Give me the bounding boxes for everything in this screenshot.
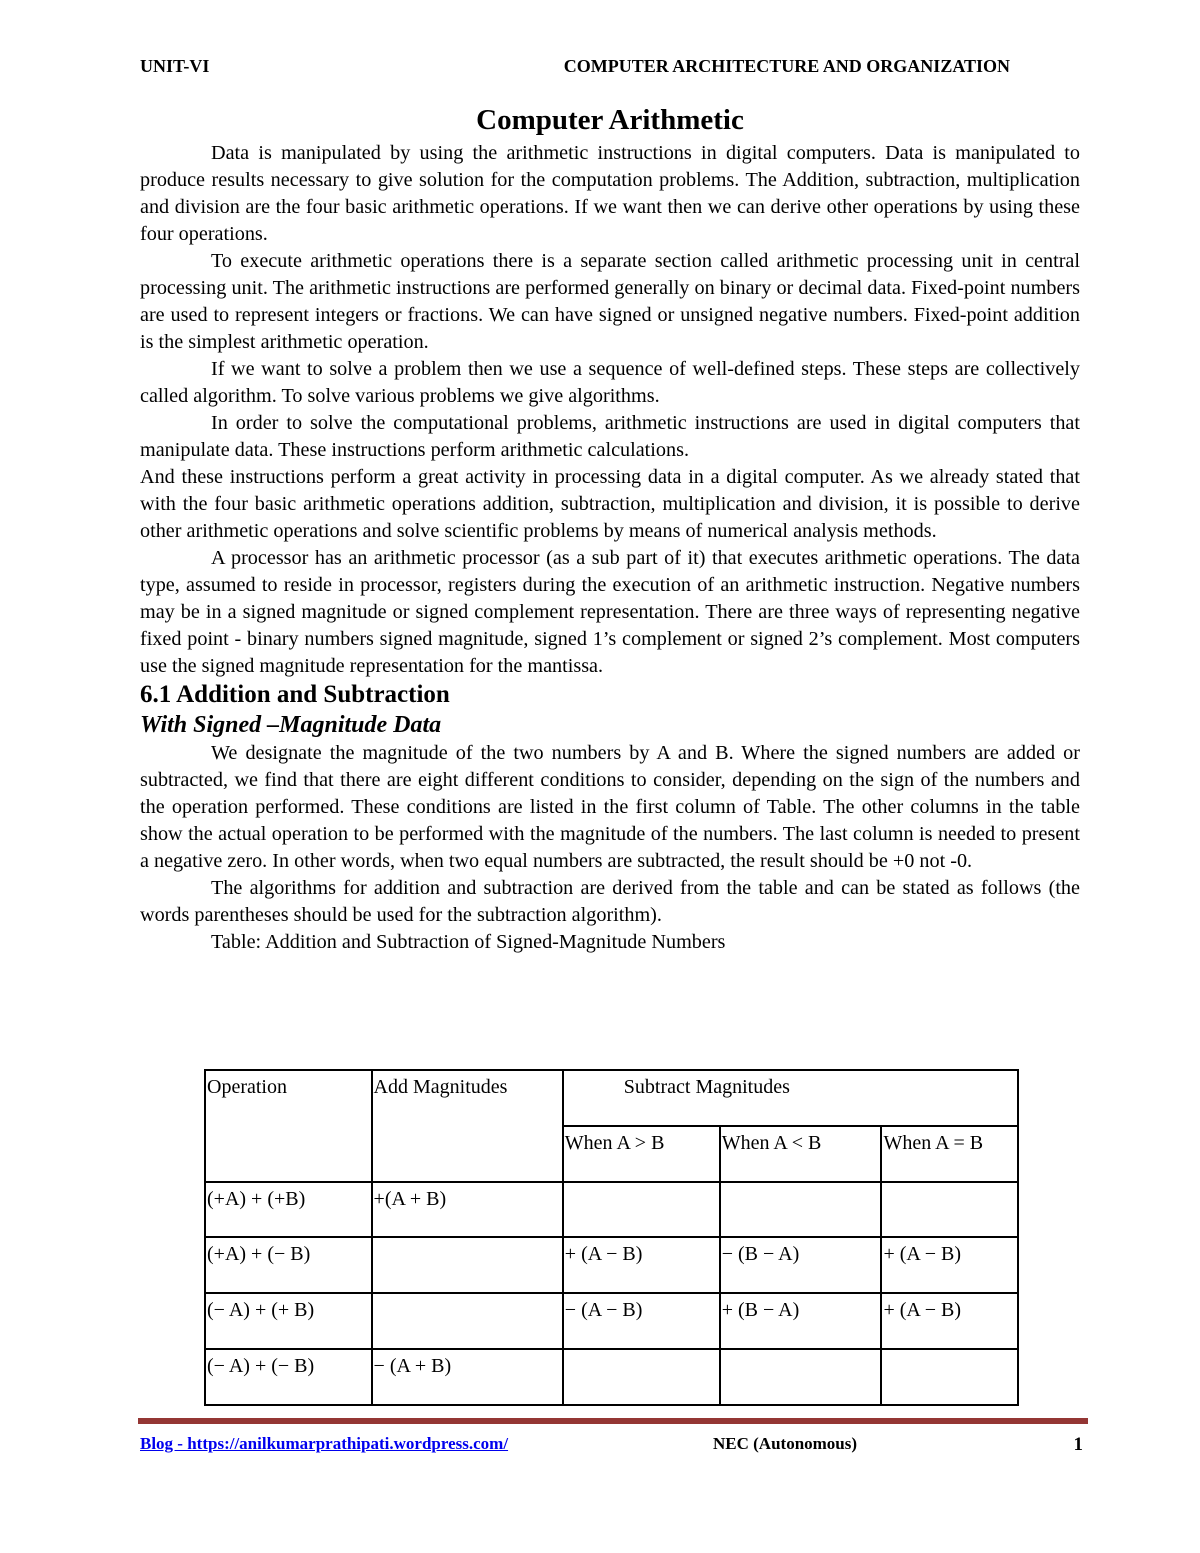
table-header-row — [205, 1070, 1018, 1126]
cell-a-gt-b: + (A − B) — [563, 1237, 720, 1293]
cell-a-lt-b: − (B − A) — [720, 1237, 882, 1293]
table-row — [205, 1349, 1018, 1405]
paragraph: Data is manipulated by using the arithmetic instructions in digital computers. Data is manipulated to produce results necessary to give solution for the computation problems. The Addition, subtraction, multiplication and division are the four basic arithmetic operations. If we want then we can derive other operations by using these four operations. — [140, 142, 1080, 245]
paragraph: And these instructions perform a great activity in processing data in a digital computer. As we already stated that with the four basic arithmetic operations addition, subtraction, multiplication and division, it is possible to derive other arithmetic operations and solve scientific problems by means of numerical analysis methods. — [140, 466, 1080, 542]
cell-operation: (− A) + (− B) — [205, 1349, 372, 1405]
cell-add — [372, 1293, 563, 1349]
cell-a-eq-b: + (A − B) — [881, 1237, 1018, 1293]
section-subheading: With Signed –Magnitude Data — [140, 712, 442, 738]
header-course: COMPUTER ARCHITECTURE AND ORGANIZATION — [563, 56, 1010, 76]
cell-operation: (+A) + (− B) — [205, 1237, 372, 1293]
cell-a-eq-b: + (A − B) — [881, 1293, 1018, 1349]
header-unit: UNIT-VI — [140, 56, 210, 76]
section-heading: 6.1 Addition and Subtraction — [140, 681, 450, 708]
cell-add — [372, 1237, 563, 1293]
cell-operation: (− A) + (+ B) — [205, 1293, 372, 1349]
header-a-eq-b: When A = B — [881, 1126, 1018, 1182]
cell-a-lt-b — [720, 1349, 882, 1405]
cell-a-lt-b — [720, 1182, 882, 1238]
header-subtract-magnitudes: Subtract Magnitudes — [563, 1070, 1018, 1126]
header-a-gt-b: When A > B — [563, 1126, 720, 1182]
footer-organization: NEC (Autonomous) — [713, 1434, 858, 1453]
table-caption: Table: Addition and Subtraction of Signed-Magnitude Numbers — [211, 931, 726, 953]
page-title: Computer Arithmetic — [476, 104, 744, 136]
cell-a-gt-b — [563, 1182, 720, 1238]
page-header — [140, 56, 1010, 80]
blog-link[interactable]: Blog - https://anilkumarprathipati.wordpress.com/ — [140, 1434, 509, 1453]
cell-operation: (+A) + (+B) — [205, 1182, 372, 1238]
footer-divider — [138, 1418, 1088, 1424]
cell-a-eq-b — [881, 1182, 1018, 1238]
paragraph: In order to solve the computational problems, arithmetic instructions are used in digital computers that manipulate data. These instructions perform arithmetic calculations. — [140, 412, 1080, 461]
body-content — [140, 140, 1080, 956]
paragraph: To execute arithmetic operations there is a separate section called arithmetic processing unit in central processing unit. The arithmetic instructions are performed generally on binary or decimal data. Fixed-point numbers are used to represent integers or fractions. We can have signed or unsigned negative numbers. Fixed-point addition is the simplest arithmetic operation. — [140, 250, 1080, 353]
cell-a-gt-b: − (A − B) — [563, 1293, 720, 1349]
paragraph: If we want to solve a problem then we use a sequence of well-defined steps. These steps are collectively called algorithm. To solve various problems we give algorithms. — [140, 358, 1080, 407]
paragraph: A processor has an arithmetic processor (as a sub part of it) that executes arithmetic operations. The data type, assumed to reside in processor, registers during the execution of an arithmetic instruction. Negative numbers may be in a signed magnitude or signed complement representation. There are three ways of representing negative fixed point - binary numbers signed magnitude, signed 1’s complement or signed 2’s complement. Most computers use the signed magnitude representation for the mantissa. — [140, 547, 1080, 677]
cell-a-eq-b — [881, 1349, 1018, 1405]
header-a-lt-b: When A < B — [720, 1126, 882, 1182]
paragraph: The algorithms for addition and subtraction are derived from the table and can be stated as follows (the words parentheses should be used for the subtraction algorithm). — [140, 877, 1080, 926]
cell-a-gt-b — [563, 1349, 720, 1405]
table-row — [205, 1182, 1018, 1238]
header-add-magnitudes: Add Magnitudes — [372, 1070, 563, 1182]
cell-add: − (A + B) — [372, 1349, 563, 1405]
table-row — [205, 1237, 1018, 1293]
signed-magnitude-table — [204, 1069, 1019, 1406]
page-number: 1 — [1073, 1434, 1083, 1455]
cell-a-lt-b: + (B − A) — [720, 1293, 882, 1349]
cell-add: +(A + B) — [372, 1182, 563, 1238]
page-footer — [140, 1434, 1090, 1460]
header-operation: Operation — [205, 1070, 372, 1182]
table-row — [205, 1293, 1018, 1349]
paragraph: We designate the magnitude of the two numbers by A and B. Where the signed numbers are added or subtracted, we find that there are eight different conditions to consider, depending on the sign of the numbers and the operation performed. These conditions are listed in the first column of Table. The other columns in the table show the actual operation to be performed with the magnitude of the numbers. The last column is needed to present a negative zero. In other words, when two equal numbers are subtracted, the result should be +0 not -0. — [140, 742, 1080, 872]
